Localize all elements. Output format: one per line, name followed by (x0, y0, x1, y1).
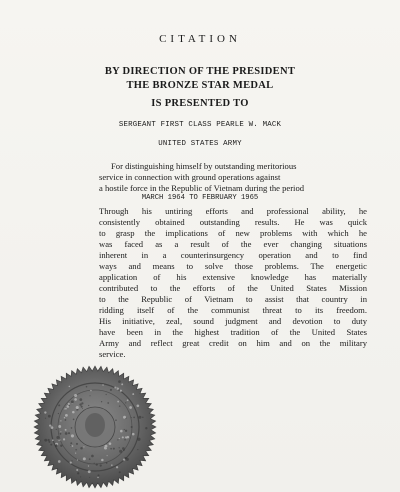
intro-line: For distinguishing himself by outstanding meritorious (111, 161, 297, 171)
body-line: His initiative, zeal, sound judgment and devotion to duty (99, 316, 367, 326)
intro-line: service in connection with ground operations against (99, 172, 281, 182)
citation-title: CITATION (159, 33, 241, 45)
body-line: contributed to the efforts of the United States Mission (99, 283, 367, 293)
body-line: to the Republic of Vietnam to assist that country in (99, 294, 367, 304)
body-line: ridding itself of the communist threat to its freedom. (99, 305, 367, 315)
body-line: Army and reflect great credit on him and on the military (99, 338, 367, 348)
service-period: MARCH 1964 TO FEBRUARY 1965 (141, 194, 259, 202)
seal-icon (33, 365, 157, 489)
presented-line: IS PRESENTED TO (151, 98, 249, 109)
body-line: ways and means to solve those problems. The energetic (99, 261, 367, 271)
body-line: inherent in a counterinsurgency operation and to find (99, 250, 367, 260)
service-branch: UNITED STATES ARMY (158, 140, 242, 148)
body-line: to grasp the implications of new problems with which he (99, 228, 367, 238)
intro-line: a hostile force in the Republic of Vietnam during the period (99, 183, 305, 193)
medal-line: THE BRONZE STAR MEDAL (126, 80, 274, 91)
body-line: Through his untiring efforts and professional ability, he (99, 206, 367, 216)
direction-line: BY DIRECTION OF THE PRESIDENT (104, 66, 296, 77)
body-line: was faced as a result of the ever changing situations (99, 239, 367, 249)
recipient-name: SERGEANT FIRST CLASS PEARLE W. MACK (118, 121, 282, 129)
body-line: consistently obtained outstanding results. He was quick (99, 217, 367, 227)
intro-paragraph (99, 161, 367, 194)
body-line: service. (99, 349, 126, 359)
body-line: have been in the highest tradition of the United States (99, 327, 367, 337)
body-line: application of his extensive knowledge has materially (99, 272, 367, 282)
body-paragraph (99, 206, 367, 360)
